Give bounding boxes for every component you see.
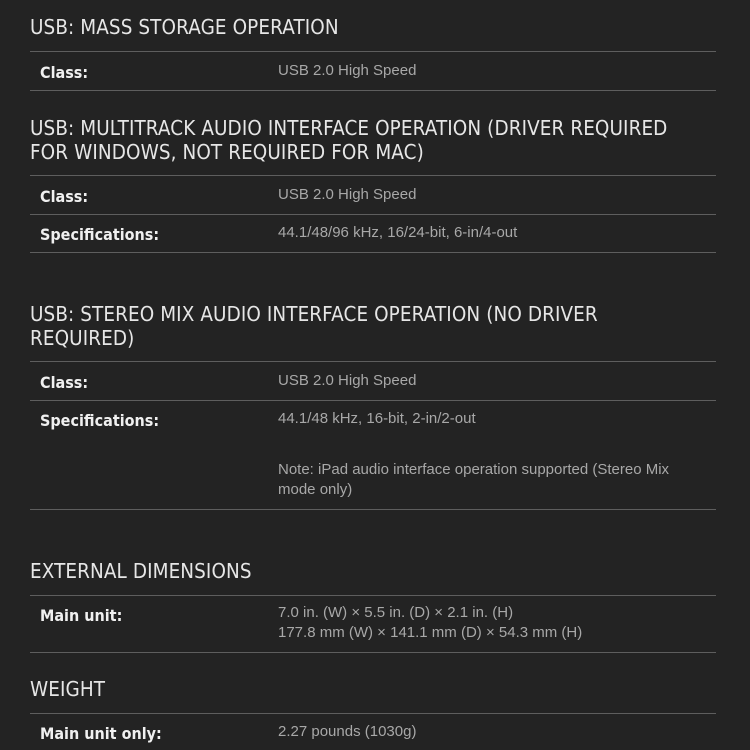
spec-label-specifications: Specifications: <box>40 411 160 430</box>
divider <box>30 652 716 653</box>
spec-value-specifications: 44.1/48/96 kHz, 16/24-bit, 6-in/4-out <box>278 224 518 241</box>
spec-label-class: Class: <box>40 63 89 82</box>
spec-note-line2: mode only) <box>278 481 353 498</box>
section-title-mass-storage: USB: MASS STORAGE OPERATION <box>30 15 339 39</box>
divider <box>30 400 716 401</box>
divider <box>30 713 716 714</box>
spec-value-class: USB 2.0 High Speed <box>278 186 417 203</box>
section-title-stereo-mix-line2: REQUIRED) <box>30 326 135 350</box>
spec-value-dimensions-metric: 177.8 mm (W) × 141.1 mm (D) × 54.3 mm (H) <box>278 624 583 641</box>
divider <box>30 252 716 253</box>
divider <box>30 214 716 215</box>
section-title-multitrack: USB: MULTITRACK AUDIO INTERFACE OPERATION (DRIVER REQUIRED <box>30 116 668 140</box>
section-title-external-dimensions: EXTERNAL DIMENSIONS <box>30 559 252 583</box>
spec-label-class: Class: <box>40 187 89 206</box>
section-title-weight: WEIGHT <box>30 677 106 701</box>
section-title-stereo-mix: USB: STEREO MIX AUDIO INTERFACE OPERATION (NO DRIVER <box>30 302 598 326</box>
divider <box>30 51 716 52</box>
spec-label-main-unit: Main unit: <box>40 606 123 625</box>
spec-note: Note: iPad audio interface operation supported (Stereo Mix <box>278 461 670 478</box>
divider <box>30 90 716 91</box>
spec-value-dimensions-imperial: 7.0 in. (W) × 5.5 in. (D) × 2.1 in. (H) <box>278 604 514 621</box>
spec-label-specifications: Specifications: <box>40 225 160 244</box>
spec-value-class: USB 2.0 High Speed <box>278 62 417 79</box>
spec-value-specifications: 44.1/48 kHz, 16-bit, 2-in/2-out <box>278 410 476 427</box>
divider <box>30 175 716 176</box>
section-title-multitrack-line2: FOR WINDOWS, NOT REQUIRED FOR MAC) <box>30 140 424 164</box>
spec-label-class: Class: <box>40 373 89 392</box>
divider <box>30 361 716 362</box>
spec-value-class: USB 2.0 High Speed <box>278 372 417 389</box>
spec-label-main-unit-only: Main unit only: <box>40 724 162 743</box>
divider <box>30 595 716 596</box>
spec-value-weight: 2.27 pounds (1030g) <box>278 723 417 740</box>
divider <box>30 509 716 510</box>
